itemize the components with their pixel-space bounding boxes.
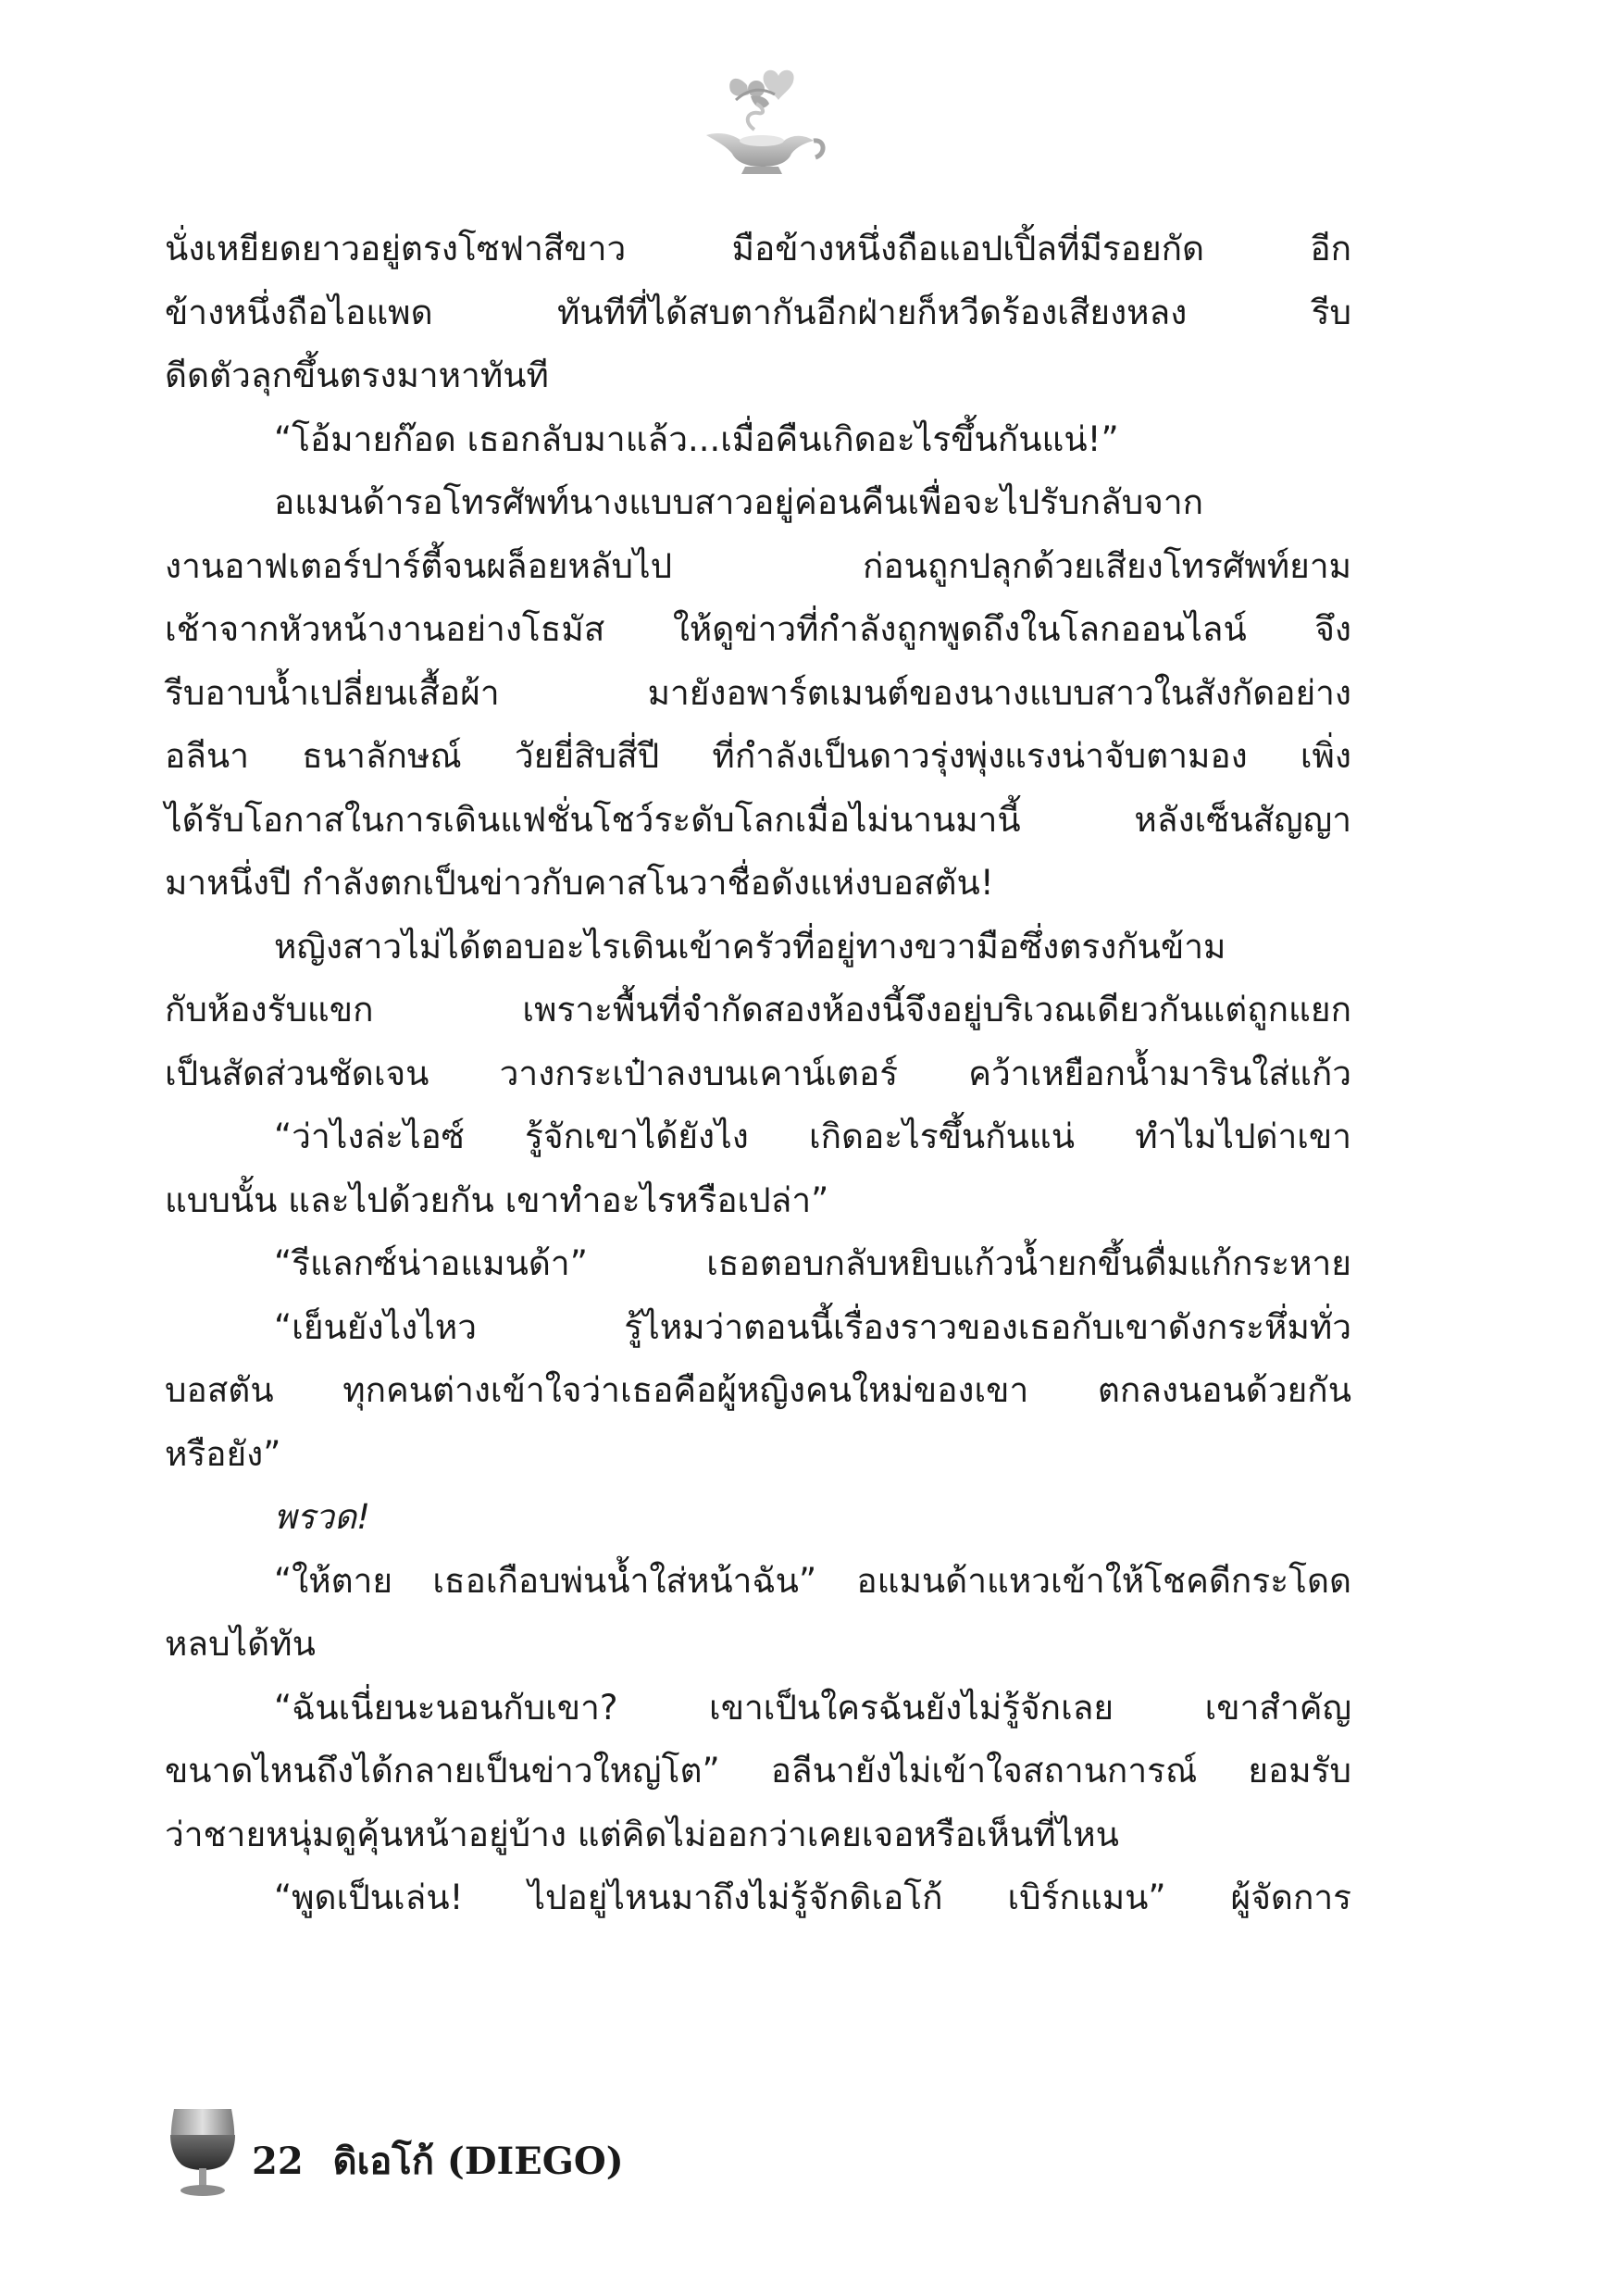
paragraph: หญิงสาวไม่ได้ตอบอะไรเดินเข้าครัวที่อยู่ทางขวามือซึ่งตรงกันข้าม (274, 926, 1226, 967)
paragraph: “รีแลกซ์น่าอแมนด้า” เธอตอบกลับหยิบแก้วน้ำยกขึ้นดื่มแก้กระหาย (274, 1243, 1351, 1283)
folio (252, 2131, 624, 2190)
paragraph: หลบได้ทัน (165, 1624, 316, 1664)
paragraph: “เย็นยังไงไหว รู้ไหมว่าตอนนี้เรื่องราวของเธอกับเขาดังกระหึ่มทั่ว (274, 1306, 1351, 1347)
paragraph: “ฉันเนี่ยนะนอนกับเขา? เขาเป็นใครฉันยังไม่รู้จักเลย เขาสำคัญ (274, 1687, 1351, 1728)
paragraph: ได้รับโอกาสในการเดินแฟชั่นโชว์ระดับโลกเมื่อไม่นานมานี้ หลังเซ็นสัญญา (165, 799, 1351, 840)
book-title: ดิเอโก้ (DIEGO) (332, 2140, 624, 2183)
paragraph: เป็นสัดส่วนชัดเจน วางกระเป๋าลงบนเคาน์เตอร์ คว้าเหยือกน้ำมารินใส่แก้ว (165, 1053, 1351, 1093)
paragraph: นั่งเหยียดยาวอยู่ตรงโซฟาสีขาว มือข้างหนึ่งถือแอปเปิ้ลที่มีรอยกัด อีก (165, 229, 1351, 268)
paragraph: กับห้องรับแขก เพราะพื้นที่จำกัดสองห้องนี้จึงอยู่บริเวณเดียวกันแต่ถูกแยก (165, 990, 1351, 1029)
paragraph: “ให้ตาย เธอเกือบพ่นน้ำใส่หน้าฉัน” อแมนด้าแหวเข้าให้โชคดีกระโดด (274, 1560, 1351, 1601)
paragraph: พรวด! (274, 1497, 370, 1537)
genie-lamp-with-cupid-icon (690, 57, 828, 178)
paragraph: “พูดเป็นเล่น! ไปอยู่ไหนมาถึงไม่รู้จักดิเอโก้ เบิร์กแมน” ผู้จัดการ (274, 1878, 1351, 1917)
paragraph: มาหนึ่งปี กำลังตกเป็นข่าวกับคาสโนวาชื่อดังแห่งบอสตัน! (165, 863, 994, 903)
paragraph: “โอ้มายก๊อด เธอกลับมาแล้ว...เมื่อคืนเกิดอะไรขึ้นกันแน่!” (274, 418, 1119, 459)
paragraph: งานอาฟเตอร์ปาร์ตี้จนผล็อยหลับไป ก่อนถูกปลุกด้วยเสียงโทรศัพท์ยาม (165, 545, 1351, 586)
page-number: 22 (252, 2140, 304, 2183)
paragraph: ข้างหนึ่งถือไอแพด ทันทีที่ได้สบตากันอีกฝ่ายก็หวีดร้องเสียงหลง รีบ (165, 292, 1351, 332)
paragraph: ว่าชายหนุ่มดูคุ้นหน้าอยู่บ้าง แต่คิดไม่ออกว่าเคยเจอหรือเห็นที่ไหน (165, 1814, 1119, 1854)
paragraph: เช้าจากหัวหน้างานอย่างโธมัส ให้ดูข่าวที่กำลังถูกพูดถึงในโลกออนไลน์ จึง (165, 609, 1351, 649)
paragraph: แบบนั้น และไปด้วยกัน เขาทำอะไรหรือเปล่า” (165, 1179, 829, 1220)
page-footer (167, 2102, 815, 2203)
paragraph: อแมนด้ารอโทรศัพท์นางแบบสาวอยู่ค่อนคืนเพื่อจะไปรับกลับจาก (274, 482, 1204, 522)
paragraph: หรือยัง” (165, 1433, 281, 1474)
brandy-glass-icon (167, 2102, 239, 2199)
paragraph: บอสตัน ทุกคนต่างเข้าใจว่าเธอคือผู้หญิงคนใหม่ของเขา ตกลงนอนด้วยกัน (165, 1370, 1351, 1410)
paragraph: รีบอาบน้ำเปลี่ยนเสื้อผ้า มายังอพาร์ตเมนต์ของนางแบบสาวในสังกัดอย่าง (165, 672, 1351, 713)
paragraph: อลีนา ธนาลักษณ์ วัยยี่สิบสี่ปี ที่กำลังเป็นดาวรุ่งพุ่งแรงน่าจับตามอง เพิ่ง (165, 736, 1351, 776)
paragraph: “ว่าไงล่ะไอซ์ รู้จักเขาได้ยังไง เกิดอะไรขึ้นกันแน่ ทำไมไปด่าเขา (274, 1117, 1351, 1156)
paragraph: ดีดตัวลุกขึ้นตรงมาหาทันที (165, 356, 549, 395)
paragraph: ขนาดไหนถึงได้กลายเป็นข่าวใหญ่โต” อลีนายังไม่เข้าใจสถานการณ์ ยอมรับ (165, 1751, 1351, 1791)
body-text (165, 218, 1351, 1930)
